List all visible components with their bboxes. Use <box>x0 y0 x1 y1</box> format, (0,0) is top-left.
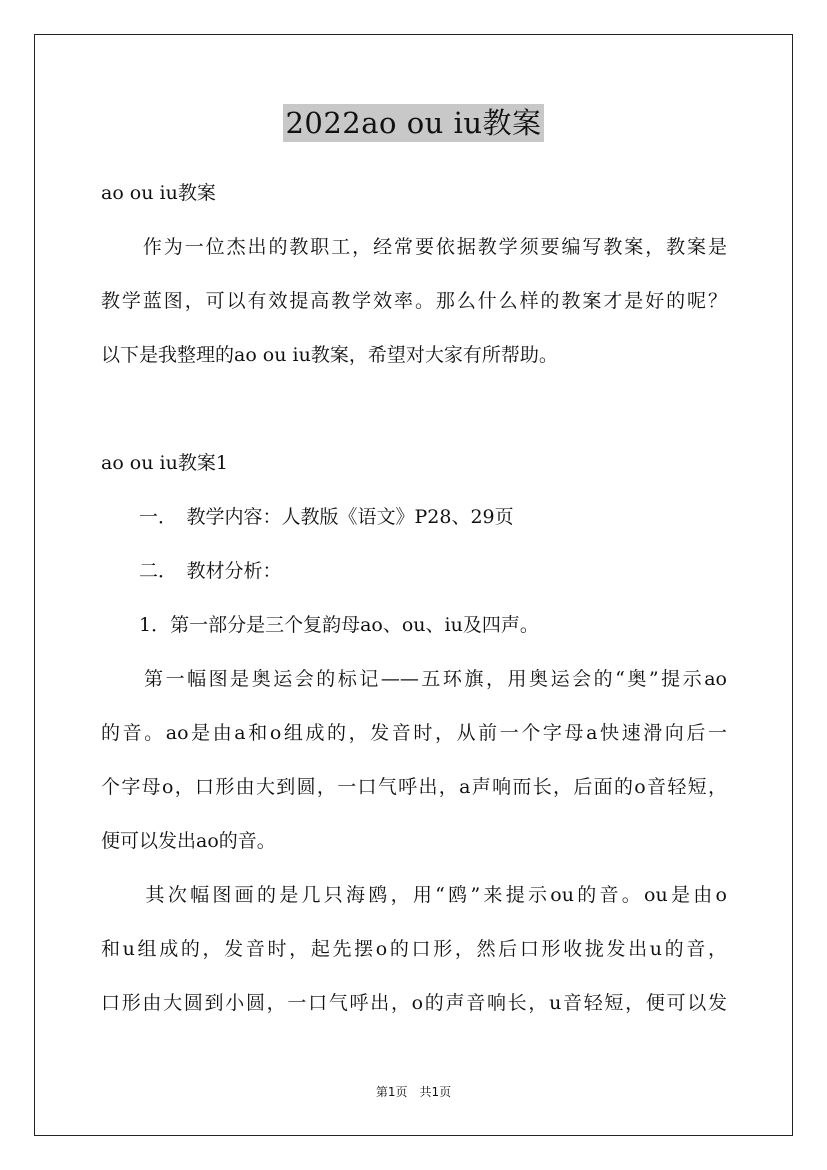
paragraph-line: 以下是我整理的ao ou iu教案，希望对大家有所帮助。 <box>101 344 558 366</box>
paragraph-line: 教学蓝图，可以有效提高教学效率。那么什么样的教案才是好的呢？ <box>101 290 727 312</box>
list-item: 二． 教材分析： <box>101 560 282 582</box>
paragraph-line: 第一幅图是奥运会的标记——五环旗，用奥运会的“奥”提示ao <box>101 668 727 690</box>
paragraph-line: 个字母o，口形由大到圆，一口气呼出，a声响而长，后面的o音轻短， <box>101 776 727 798</box>
page-number-footer: 第1页 共1页 <box>375 1085 452 1099</box>
list-item: 1．第一部分是三个复韵母ao、ou、iu及四声。 <box>101 614 539 636</box>
section-heading: ao ou iu教案1 <box>101 452 228 474</box>
paragraph-line: 其次幅图画的是几只海鸥，用“鸥”来提示ou的音。ou是由o <box>101 884 727 906</box>
paragraph-line: 的音。ao是由a和o组成的，发音时，从前一个字母a快速滑向后一 <box>101 722 727 744</box>
paragraph-line: 便可以发出ao的音。 <box>101 830 276 852</box>
section-heading: ao ou iu教案 <box>101 182 216 204</box>
document-title: 2022ao ou iu教案 <box>285 106 542 140</box>
paragraph-line: 口形由大圆到小圆，一口气呼出，o的声音响长，u音轻短，便可以发 <box>101 992 727 1014</box>
list-item: 一． 教学内容：人教版《语文》P28、29页 <box>101 506 514 528</box>
title-container <box>0 104 827 142</box>
paragraph-line: 和u组成的，发音时，起先摆o的口形，然后口形收拢发出u的音， <box>101 938 727 960</box>
paragraph-line: 作为一位杰出的教职工，经常要依据教学须要编写教案，教案是 <box>101 236 727 258</box>
